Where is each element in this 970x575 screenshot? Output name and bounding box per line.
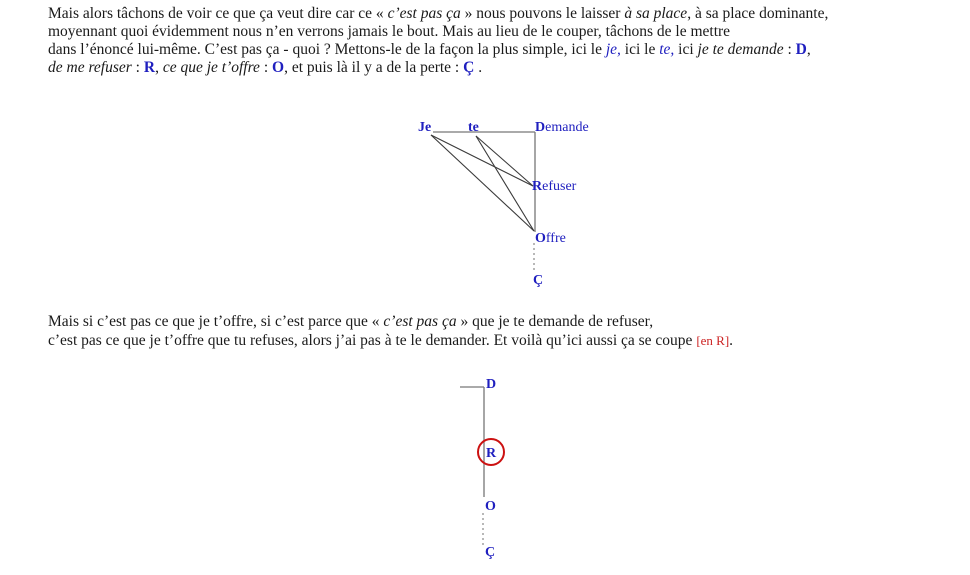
paragraph-2 <box>48 312 733 350</box>
text-line: Mais alors tâchons de voir ce que ça veut dire car ce « c’est pas ça » nous pouvons le laisser à sa place, à sa place dominante, <box>48 5 829 22</box>
offre-label: Offre <box>535 231 566 246</box>
c-label: Ç <box>485 545 496 560</box>
je-label: Je <box>418 120 432 135</box>
r-label: R <box>486 446 497 461</box>
te-offre-line <box>476 136 534 231</box>
d-label: D <box>486 377 497 392</box>
text-line: c’est pas ce que je t’offre que tu refuses, alors j’ai pas à te le demander. Et voilà qu’ici aussi ça se coupe [en R]. <box>48 332 734 349</box>
diagram-demande-refuser-offre <box>400 112 610 304</box>
text-line: moyennant quoi évidemment nous n’en verrons jamais le bout. Mais au lieu de le couper, tâchons de le mettre <box>48 23 731 40</box>
text-line: dans l’énoncé lui-même. C’est pas ça - quoi ? Mettons-le de la façon la plus simple, ici le je, ici le te, ici je te demande : D, <box>48 41 811 58</box>
text-line: Mais si c’est pas ce que je t’offre, si c’est parce que « c’est pas ça » que je te demande de refuser, <box>48 313 654 330</box>
je-offre-line <box>431 135 534 231</box>
text-line: de me refuser : R, ce que je t’offre : O, et puis là il y a de la perte : Ç . <box>48 59 483 76</box>
paragraph-1 <box>48 5 828 77</box>
te-refuser-line <box>476 136 533 186</box>
je-refuser-line <box>431 135 533 186</box>
demande-label: Demande <box>535 120 589 135</box>
o-label: O <box>485 499 496 514</box>
diagram-cut-at-r <box>450 370 520 570</box>
refuser-label: Refuser <box>532 179 577 194</box>
perte-label: Ç <box>533 273 544 288</box>
te-label: te <box>468 120 479 135</box>
